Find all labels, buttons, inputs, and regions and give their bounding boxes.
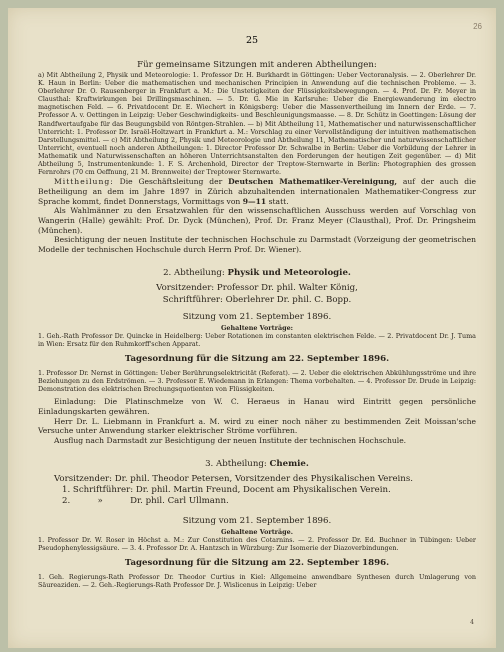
section2-einladung-1: Einladung: Die Platinschmelze von W. C. Heraeus in Hanau wird Eintritt gegen persönliche Einladungskarten gewähren. (38, 397, 476, 417)
section3-heading-prefix: 3. Abtheilung: (205, 458, 267, 469)
section2-tagesordnung-text: 1. Professor Dr. Nernst in Göttingen: Ueber Berührungselektricität (Referat). — 2. Ueber die elektrischen Abkühlungsströme und ihre Beziehungen zu den Erdströmen. — 3. Professor E. Wiedemann in Erlangen: Thema vorbehalten. — 4. Professor Dr. Drude in Leipzig: Demonstration des elektrischen Brechungsquotienten von Flüssigkeiten. (38, 369, 476, 394)
section2-vorsitz: Vorsitzender: Professor Dr. phil. Walter König, (156, 282, 358, 293)
mittheilung-text-1: Die Geschäftsleitung der (119, 177, 223, 187)
section2-ausflug: Ausflug nach Darmstadt zur Besichtigung der neuen Institute der technischen Hochschule. (54, 436, 407, 446)
mittheilung-bold: Deutschen Mathematiker-Vereinigung, (228, 177, 398, 187)
section2-heading (38, 268, 476, 279)
section3-vortraege-text: 1. Professor Dr. W. Roser in Höchst a. M.: Zur Constitution des Cotarnins. — 2. Professor Dr. Ed. Buchner in Tübingen: Ueber Pseudophenylessigsäure. — 3. 4. Professor Dr. A. Hantzsch in Würzburg: Zur Isomerie der Diazoverbindungen. (38, 535, 476, 552)
section2-schriftfuehrer: Schriftführer: Oberlehrer Dr. phil. C. Bopp. (162, 294, 352, 305)
mittheilung-paragraph (38, 177, 476, 206)
section2-sitzung: Sitzung vom 21. September 1896. (182, 311, 332, 322)
section2-vortraege-text: 1. Geh.-Rath Professor Dr. Quincke in Heidelberg: Ueber Rotationen im constanten elektrischen Felde. — 2. Privatdocent Dr. J. Tuma in Wien: Ersatz für den Ruhmkorff'schen Apparat. (38, 331, 476, 348)
corner-pencil-mark: 26 (473, 22, 482, 31)
mittheilung-text-3: statt. (268, 196, 289, 206)
section3-vortraege-label: Gehaltene Vorträge. (221, 527, 293, 536)
wahlmaenner-paragraph: Als Wahlmänner zu den Ersatzwahlen für den wissenschaftlichen Ausschuss werden auf Vorschlag von Wangerin (Halle) gewählt: Prof. Dr. Dyck (München), Prof. Dr. Franz Meyer (Clausthal), Prof. Dr. Pringsheim (München). (38, 206, 476, 235)
section2-heading-bold: Physik und Meteorologie. (227, 267, 351, 278)
section2-tagesordnung: Tagesordnung für die Sitzung am 22. September 1896. (124, 354, 390, 365)
section3-sitzung: Sitzung vom 21. September 1896. (182, 515, 332, 526)
section3-vorsitz: Vorsitzender: Dr. phil. Theodor Petersen, Vorsitzender des Physikalischen Vereins. (54, 473, 413, 484)
section3-heading-bold: Chemie. (269, 458, 309, 469)
section3-schriftfuehrer-1: 1. Schriftführer: Dr. phil. Martin Freund, Docent am Physikalischen Verein. (62, 484, 391, 495)
section3-tagesordnung: Tagesordnung für die Sitzung am 22. September 1896. (124, 558, 390, 569)
mittheilung-text-2: auf der auch die Betheiligung an dem im Jahre 1897 in Zürich abzuhaltenden internationalen Mathematiker-Congress zur Sprache kommt, findet Donnerstags, Vormittags von (38, 177, 476, 206)
section1-heading: Für gemeinsame Sitzungen mit anderen Abtheilungen: (137, 60, 377, 70)
section1-para-a: a) Mit Abtheilung 2, Physik und Meteorologie: 1. Professor Dr. H. Burkhardt in Göttingen: Ueber Vectoranalysis. — 2. Oberlehrer Dr. K. Haun in Berlin: Ueber die mathematischen und mechanischen Principien in Anwendung auf die technischen Probleme. — 3. Oberlehrer Dr. O. Rausenberger in Frankfurt a. M.: Die Unstetigkeiten der Flüssigkeitsbewegungen. — 4. Prof. Dr. Fr. Meyer in Clausthal: Kraftwirkungen bei Drillingsmaschinen. — 5. Dr. G. Mie in Karlsruhe: Ueber die Energiewanderung im electro magnetischen Feld. — 6. Privatdocent Dr. E. Wiechert in Königsberg: Ueber die Massenvertheilung im Innern der Erde. — 7. Professor A. v. Oettingen in Leipzig: Ueber Geschwindigkeits- und Beschleunigungsmaasse. — 8. Dr. Schütz in Goettingen: Lösung der Randfwertaufgabe für das Beugungsbild von Röntgen-Strahlen. — b) Mit Abtheilung 11, Mathematischer und naturwissenschaftlicher Unterricht: 1. Professor Dr. Israël-Holtzwart in Frankfurt a. M.: Vorschlag zu einer Vervollständigung der intuitiven mathematischen Darstellungsmittel. — c) Mit Abtheilung 2, Physik und Meteorologie und Abtheilung 11, Mathematischer und naturwissenschaftlicher Unterricht, eventuell noch anderen Abtheilungen: 1. Director Professor Dr. Schwalbe in Berlin: Ueber die Vorbildung der Lehrer in Mathematik und Naturwissenschaften an höheren Unterrichtsanstalten den Forderungen der heutigen Zeit gegenüber. — d) Mit Abtheilung 5, Instrumentenkunde: 1. F. S. Archenhold, Director der Treptow-Sternwarte in Berlin: Photographien des grossen Fernrohrs (70 cm Oeffnung, 21 M. Brennweite) der Treptower Sternwarte. (38, 71, 476, 177)
section3-heading (38, 459, 476, 470)
page-body (38, 60, 476, 589)
page-number: 25 (245, 35, 259, 46)
signature-mark: 4 (470, 619, 474, 626)
section3-schriftfuehrer-2: 2. » Dr. phil. Carl Ullmann. (62, 495, 229, 506)
section3-tagesordnung-text: 1. Geh. Regierungs-Rath Professor Dr. Theodor Curtius in Kiel: Allgemeine anwendbare Synthesen durch Umlagerung von Säureaziden. — 2. Geh.-Regierungs-Rath Professor Dr. J. Wislicenus in Leipzig: Ueber (38, 573, 476, 590)
document-page (8, 8, 496, 648)
mittheilung-time: 9—11 (242, 196, 267, 206)
section2-heading-prefix: 2. Abtheilung: (163, 267, 225, 278)
mittheilung-lead: Mittheilung: (54, 177, 114, 187)
section2-einladung-2: Herr Dr. L. Liebmann in Frankfurt a. M. wird zu einer noch näher zu bestimmenden Zeit Moissan'sche Versuche unter Anwendung starker elektrischer Ströme vorführen. (38, 416, 476, 436)
section2-vortraege-label: Gehaltene Vorträge: (220, 323, 294, 332)
besichtigung-paragraph: Besichtigung der neuen Institute der technischen Hochschule zu Darmstadt (Vorzeigung der geometrischen Modelle der technischen Hochschule durch Herrn Prof. Dr. Wiener). (38, 235, 476, 255)
